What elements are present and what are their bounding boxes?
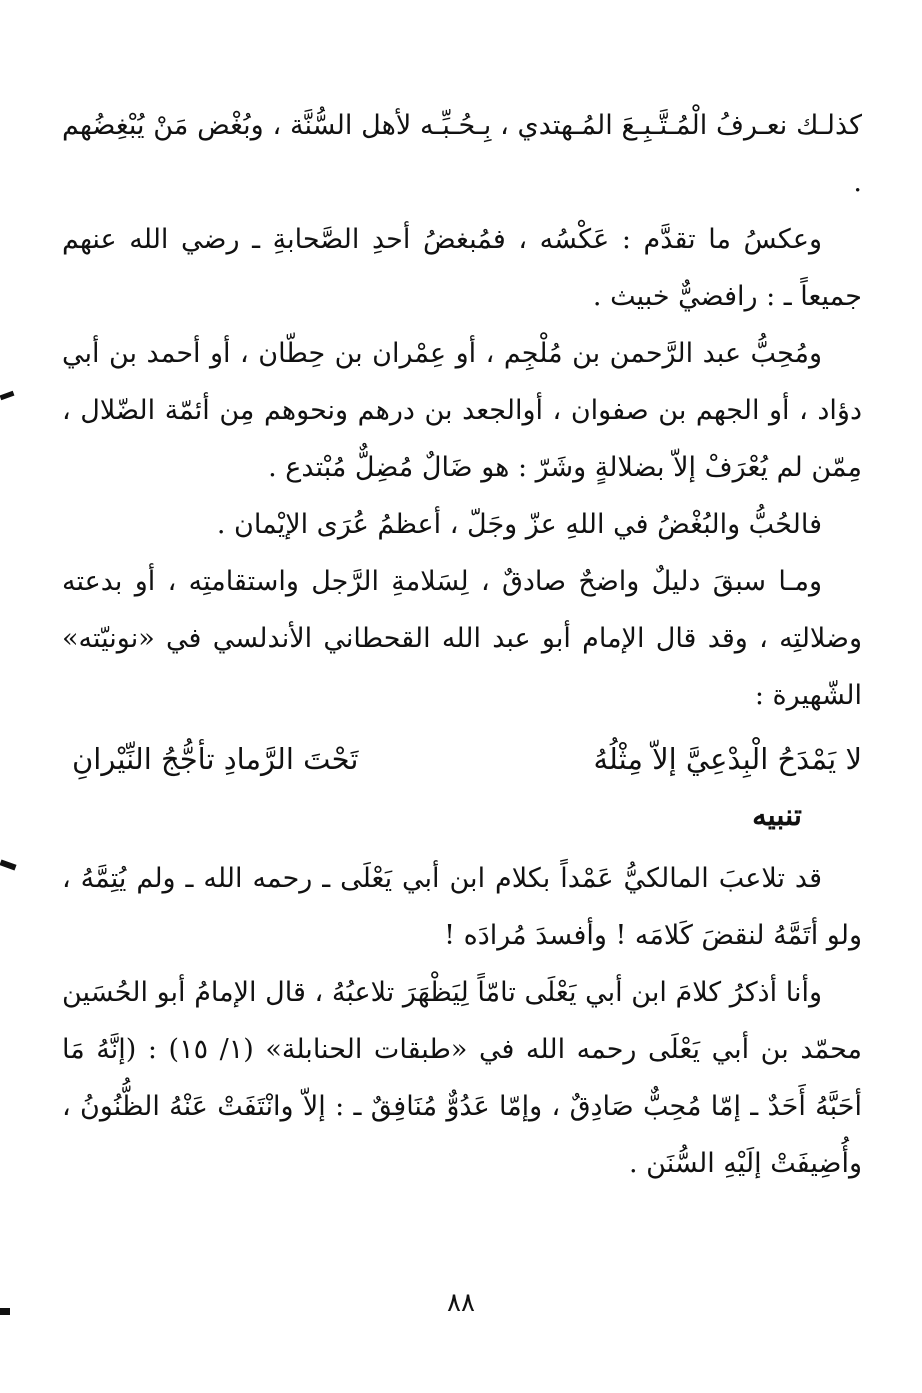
verse-first-hemistich: لا يَمْدَحُ الْبِدْعِيَّ إلاّ مِثْلُهُ bbox=[593, 742, 862, 776]
paragraph-5: ومـا سبقَ دليلٌ واضحٌ صادقٌ ، لِسَلامةِ الرَّجل واستقامتِه ، أو بدعته وضلالتِه ، وقد قال الإمام أبو عبد الله القحطاني الأندلسي في «نونيّته» الشّهيرة : bbox=[62, 566, 862, 711]
paragraph-6: قد تلاعبَ المالكيُّ عَمْداً بكلام ابن أبي يَعْلَى ـ رحمه الله ـ ولم يُتِمَّهُ ، ولو أتَمَّهُ لنقضَ كَلامَه ! وأفسدَ مُرادَه ! bbox=[62, 863, 862, 951]
paragraph-4: فالحُبُّ والبُغْضُ في اللهِ عزّ وجَلّ ، أعظمُ عُرَى الإيْمان . bbox=[216, 509, 822, 540]
verse-second-hemistich: تَحْتَ الرَّمادِ تأجُّجُ النِّيْرانِ bbox=[72, 742, 359, 776]
page-number: ٨٨ bbox=[447, 1288, 475, 1318]
section-heading: تنبيه bbox=[752, 798, 802, 832]
paragraph-3: ومُحِبُّ عبد الرَّحمن بن مُلْجِم ، أو عِمْران بن حِطّان ، أو أحمد بن أبي دؤاد ، أو الجهم بن صفوان ، أوالجعد بن درهم ونحوهم مِن أئمّة الضّلال ، مِمّن لم يُعْرَفْ إلاّ بضلالةٍ وشَرّ : هو ضَالٌ مُضِلٌّ مُبْتدع . bbox=[62, 338, 862, 483]
top-text-block bbox=[62, 97, 862, 724]
paragraph-7: وأنا أذكرُ كلامَ ابن أبي يَعْلَى تامّاً لِيَظْهَرَ تلاعبُهُ ، قال الإمامُ أبو الحُسَين محمّد بن أبي يَعْلَى رحمه الله في «طبقات الحنابلة» (١/ ١٥) : (إنَّهُ مَا أحَبَّهُ أَحَدٌ ـ إمّا مُحِبٌّ صَادِقٌ ، وإمّا عَدُوٌّ مُنَافِقٌ ـ : إلاّ وانْتَفَتْ عَنْهُ الظُّنُونُ ، وأُضِيفَتْ إلَيْهِ السُّنَن . bbox=[62, 977, 862, 1179]
edge-mark bbox=[0, 859, 17, 870]
paragraph-1: كذلـك نعـرفُ الْمُـتَّـبِـعَ المُـهتدي ، بِـحُـبِّـه لأهل السُّنَّة ، وبُغْض مَنْ يُبْغِضُهم . bbox=[62, 110, 862, 198]
poem-verse bbox=[62, 742, 862, 802]
edge-mark bbox=[0, 391, 14, 400]
bottom-text-block bbox=[62, 850, 862, 1192]
edge-mark bbox=[0, 1308, 10, 1315]
paragraph-2: وعكسُ ما تقدَّم : عَكْسُه ، فمُبغضُ أحدِ الصَّحابةِ ـ رضي الله عنهم جميعاً ـ : رافضيٌّ خبيث . bbox=[62, 224, 862, 312]
